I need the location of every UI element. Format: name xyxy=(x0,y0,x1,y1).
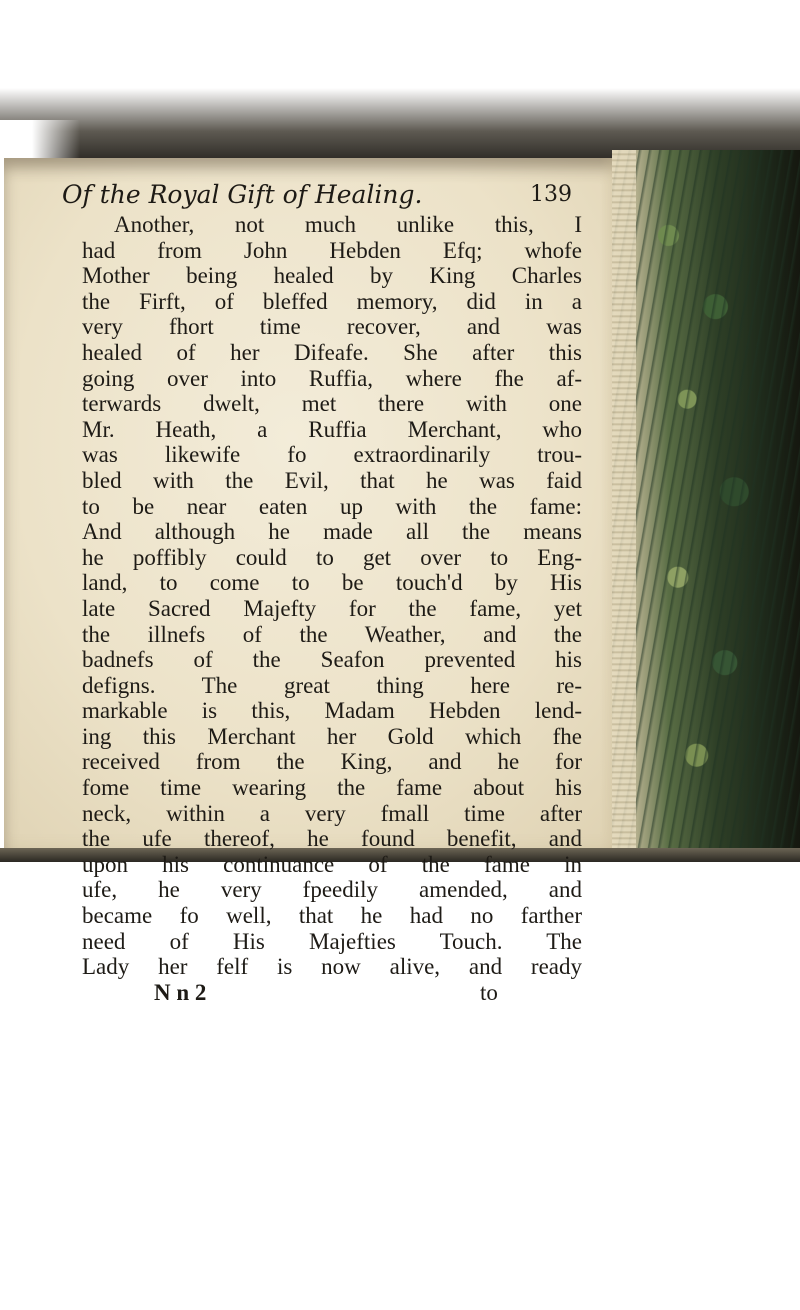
text-line: late Sacred Majefty for the fame, yet xyxy=(82,595,582,621)
text-line: And although he made all the means xyxy=(82,519,582,545)
text-line: Another, not much unlike this, I xyxy=(114,212,582,237)
text-line: ufe, he very fpeedily amended, and xyxy=(82,877,582,903)
page-number: 139 xyxy=(530,182,572,207)
text-line: neck, within a very fmall time after xyxy=(82,800,582,826)
text-line: had from John Hebden Efq; whofe xyxy=(82,237,582,263)
text-line: Lady her felf is now alive, and ready xyxy=(82,954,582,980)
catch-line xyxy=(82,980,582,1006)
text-line: to be near eaten up with the fame: xyxy=(82,493,582,519)
text-line: upon his continuance of the fame in xyxy=(82,851,582,877)
text-line: fome time wearing the fame about his xyxy=(82,775,582,801)
text-line: markable is this, Madam Hebden lend- xyxy=(82,698,582,724)
running-head-title: Of the Royal Gift of Healing. xyxy=(62,180,423,209)
text-line: need of His Majefties Touch. The xyxy=(82,928,582,954)
text-line: was likewife fo extraordinarily trou- xyxy=(82,442,582,468)
catchword: to xyxy=(480,979,498,1005)
book-top-edge xyxy=(0,0,800,160)
text-line: received from the King, and he for xyxy=(82,749,582,775)
text-line: ing this Merchant her Gold which fhe xyxy=(82,723,582,749)
text-line: the Firft, of bleffed memory, did in a xyxy=(82,288,582,314)
text-line: the ufe thereof, he found benefit, and xyxy=(82,826,582,852)
text-line: Mother being healed by King Charles xyxy=(82,263,582,289)
text-line: going over into Ruffia, where fhe af- xyxy=(82,365,582,391)
text-line: Mr. Heath, a Ruffia Merchant, who xyxy=(82,416,582,442)
body-text xyxy=(82,212,582,1005)
text-line: healed of her Difeafe. She after this xyxy=(82,339,582,365)
marbled-fore-edge xyxy=(612,150,800,862)
signature-mark: N n 2 xyxy=(154,979,207,1005)
text-line: terwards dwelt, met there with one xyxy=(82,391,582,417)
text-line: he poffibly could to get over to Eng- xyxy=(82,544,582,570)
text-line: defigns. The great thing here re- xyxy=(82,672,582,698)
text-line: land, to come to be touch'd by His xyxy=(82,570,582,596)
text-line: became fo well, that he had no farther xyxy=(82,903,582,929)
text-line: badnefs of the Seafon prevented his xyxy=(82,647,582,673)
text-line: the illnefs of the Weather, and the xyxy=(82,621,582,647)
text-line: bled with the Evil, that he was faid xyxy=(82,467,582,493)
text-line: very fhort time recover, and was xyxy=(82,314,582,340)
page-leaves-edge xyxy=(612,150,636,862)
